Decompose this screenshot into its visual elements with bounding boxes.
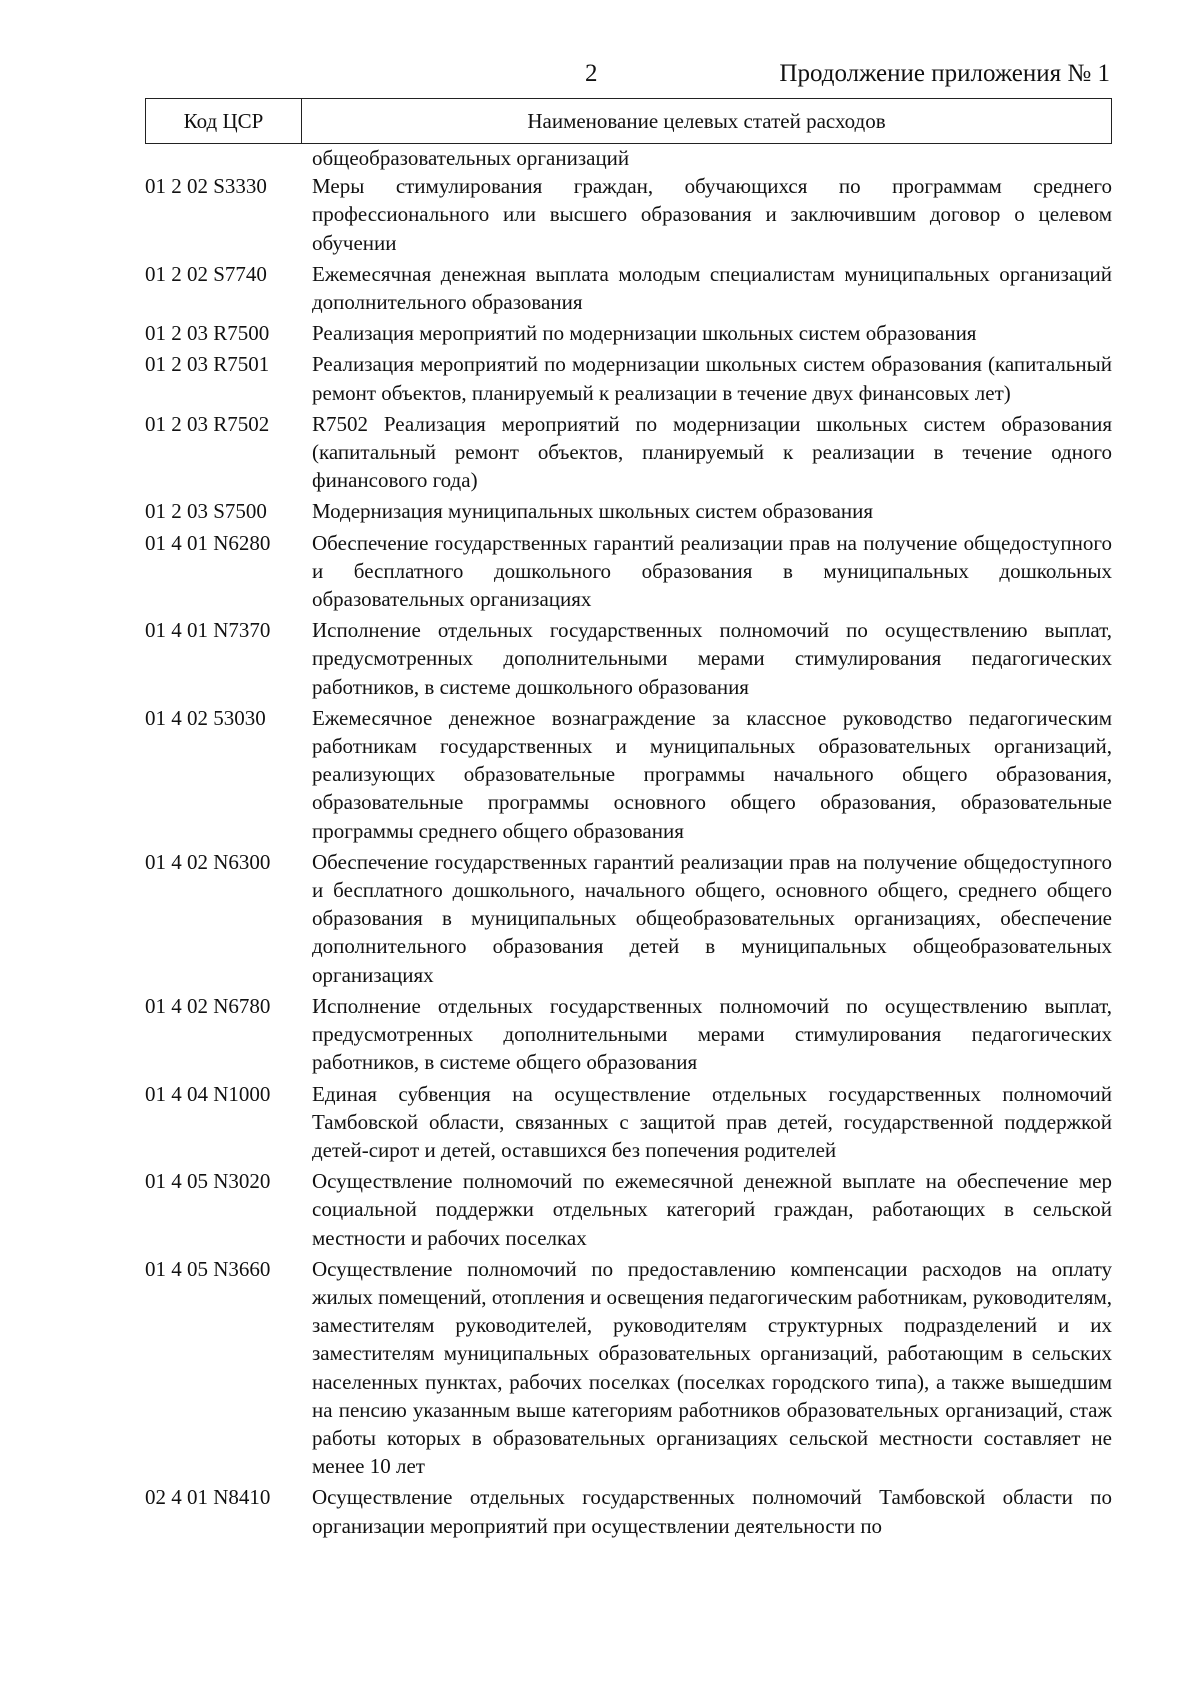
- row-code: 01 4 01 N6280: [145, 530, 271, 555]
- row-code: 01 2 02 S7740: [145, 261, 267, 286]
- row-name: Ежемесячная денежная выплата молодым специалистам муниципальных организаций дополнительного образования: [312, 261, 1112, 315]
- row-name: R7502 Реализация мероприятий по модернизации школьных систем образования (капитальный ремонт объектов, планируемый к реализации в течение одного финансового года): [312, 411, 1112, 493]
- table-row: [145, 848, 1112, 989]
- table-row: [145, 1255, 1112, 1481]
- page-number: 2: [585, 60, 598, 87]
- row-code: 01 2 03 R7501: [145, 352, 270, 377]
- row-code: 01 4 02 N6300: [145, 849, 271, 874]
- table-row: [145, 704, 1112, 845]
- page-header: [145, 58, 1110, 98]
- row-code: 02 4 01 N8410: [145, 1485, 271, 1510]
- table-row: [145, 1483, 1112, 1539]
- row-code: 01 4 04 N1000: [145, 1081, 271, 1106]
- table-row: [145, 1080, 1112, 1165]
- column-header-code: Код ЦСР: [146, 99, 302, 143]
- table-row: [145, 616, 1112, 701]
- table-body: [145, 144, 1112, 1540]
- row-code: 01 2 03 S7500: [145, 499, 267, 524]
- row-name: Обеспечение государственных гарантий реализации прав на получение общедоступного и бесплатного дошкольного, начального общего, основного общего, среднего общего образования в муниципальных общеобразовательных организациях, обеспечение дополнительного образования детей в муниципальных общеобразовательных организациях: [312, 849, 1112, 987]
- row-name: Реализация мероприятий по модернизации школьных систем образования: [312, 321, 977, 346]
- table-row: [145, 529, 1112, 614]
- row-name: Реализация мероприятий по модернизации школьных систем образования (капитальный ремонт объектов, планируемый к реализации в течение двух финансовых лет): [312, 352, 1112, 405]
- table-row: [145, 497, 1112, 525]
- row-name: Модернизация муниципальных школьных систем образования: [312, 499, 874, 524]
- table-header: [145, 98, 1112, 144]
- column-header-name: Наименование целевых статей расходов: [527, 108, 886, 133]
- row-name: Ежемесячное денежное вознаграждение за классное руководство педагогическим работникам государственных и муниципальных образовательных организаций, реализующих образовательные программы начального общего образования, образовательные программы основного общего образования, образовательные программы среднего общего образования: [312, 705, 1112, 843]
- table-row: [145, 992, 1112, 1077]
- row-name: Осуществление полномочий по предоставлению компенсации расходов на оплату жилых помещений, отопления и освещения педагогическим работникам, руководителям, заместителям руководителей, руководителям структурных подразделений и их заместителям муниципальных образовательных организаций, работающим в сельских населенных пунктах, рабочих поселках (поселках городского типа), а также вышедшим на пенсию указанным выше категориям работников образовательных организаций, стаж работы которых в образовательных организациях сельской местности составляет не менее 10 лет: [312, 1256, 1112, 1479]
- table-row: [145, 260, 1112, 316]
- table-row: [145, 319, 1112, 347]
- row-code: 01 4 05 N3660: [145, 1256, 271, 1281]
- row-name: Осуществление полномочий по ежемесячной денежной выплате на обеспечение мер социальной поддержки отдельных категорий граждан, работающих в сельской местности и рабочих поселках: [312, 1169, 1112, 1250]
- row-code: 01 4 02 N6780: [145, 993, 271, 1018]
- row-name: Исполнение отдельных государственных полномочий по осуществлению выплат, предусмотренных дополнительными мерами стимулирования педагогических работников, в системе общего образования: [312, 993, 1112, 1075]
- row-code: 01 4 02 53030: [145, 705, 266, 730]
- row-code: 01 4 05 N3020: [145, 1169, 271, 1194]
- row-name: Исполнение отдельных государственных полномочий по осуществлению выплат, предусмотренных дополнительными мерами стимулирования педагогических работников, в системе дошкольного образования: [312, 618, 1112, 699]
- row-name: Единая субвенция на осуществление отдельных государственных полномочий Тамбовской области, связанных с защитой прав детей, государственной поддержкой детей-сирот и детей, оставшихся без попечения родителей: [312, 1081, 1112, 1162]
- table-row: [145, 1167, 1112, 1252]
- row-code: 01 2 02 S3330: [145, 174, 267, 199]
- row-code: 01 2 03 R7502: [145, 411, 270, 436]
- table-row: [145, 172, 1112, 257]
- row-code: 01 4 01 N7370: [145, 618, 271, 643]
- continuation-title: Продолжение приложения № 1: [779, 60, 1110, 87]
- row-name: Осуществление отдельных государственных полномочий Тамбовской области по организации мероприятий при осуществлении деятельности по: [312, 1485, 1112, 1538]
- table-row: [145, 410, 1112, 495]
- row-name: Обеспечение государственных гарантий реализации прав на получение общедоступного и бесплатного дошкольного образования в муниципальных дошкольных образовательных организациях: [312, 530, 1112, 612]
- row-name: Меры стимулирования граждан, обучающихся по программам среднего профессионального или высшего образования и заключившим договор о целевом обучении: [312, 174, 1112, 255]
- table-row: [145, 350, 1112, 406]
- row-code: 01 2 03 R7500: [145, 321, 270, 346]
- continued-text: общеобразовательных организаций: [312, 146, 630, 170]
